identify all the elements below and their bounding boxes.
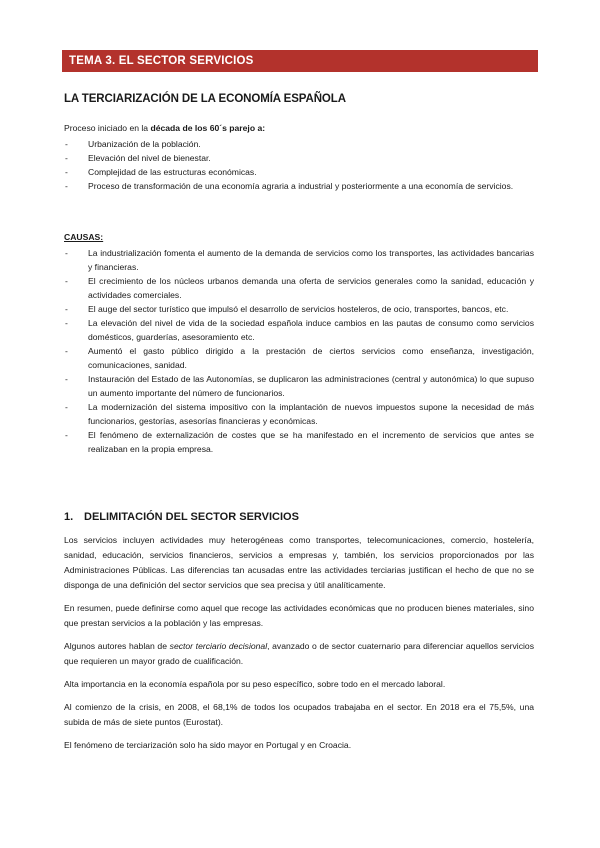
list-item: - La elevación del nivel de vida de la sociedad española induce cambios en las pautas de consumo como servicios domésticos, guarderías, asesoramiento etc. (64, 316, 534, 344)
list-item: - El auge del sector turístico que impulsó el desarrollo de servicios hosteleros, de ocio, transportes, bancos, etc. (64, 302, 534, 316)
causas-label: CAUSAS: (64, 232, 104, 242)
list-item: - Elevación del nivel de bienestar. (64, 151, 534, 165)
intro-list (64, 137, 534, 193)
p3-suffix: , avanzado o de sector cuaternario para diferenciar aquellos servicios que requieren un mayor grado de cualificación. (64, 641, 534, 666)
section-number: 1. (64, 511, 74, 523)
list-item: - Proceso de transformación de una economía agraria a industrial y posteriormente a una economía de servicios. (64, 179, 534, 193)
banner-title: TEMA 3. EL SECTOR SERVICIOS (69, 55, 254, 67)
section-heading (64, 511, 534, 523)
paragraph: Los servicios incluyen actividades muy heterogéneas como transportes, telecomunicaciones, comercio, hostelería, sanidad, educación, servicios financieros, servicios a empresas y, también, los servicios proporcionados por las Administraciones Públicas. Las diferencias tan acusadas entre las actividades terciarias justifican el hecho de que no se disponga de una definición del sector servicios que sea precisa y útil analíticamente. (64, 535, 534, 590)
intro-lead-prefix: Proceso iniciado en la (64, 123, 151, 133)
list-item: - Instauración del Estado de las Autonomías, se duplicaron las administraciones (central y autonómica) lo que supuso un aumento importante del número de funcionarios. (64, 372, 534, 400)
paragraph: En resumen, puede definirse como aquel que recoge las actividades económicas que no producen bienes materiales, sino que prestan servicios a la población y las empresas. (64, 603, 534, 628)
p3-emphasis: sector terciario decisional (169, 641, 268, 651)
paragraph: El fenómeno de terciarización solo ha sido mayor en Portugal y en Croacia. (64, 740, 352, 750)
paragraph: Al comienzo de la crisis, en 2008, el 68,1% de todos los ocupados trabajaba en el sector. En 2018 era el 75,5%, una subida de más de siete puntos (Eurostat). (64, 702, 534, 727)
intro-heading: LA TERCIARIZACIÓN DE LA ECONOMÍA ESPAÑOLA (64, 93, 346, 105)
paragraph: Alta importancia en la economía española por su peso específico, sobre todo en el mercado laboral. (64, 679, 446, 689)
list-item: - Aumentó el gasto público dirigido a la prestación de ciertos servicios como enseñanza, investigación, comunicaciones, sanidad. (64, 344, 534, 372)
list-item: - La industrialización fomenta el aumento de la demanda de servicios como los transportes, las actividades bancarias y financieras. (64, 246, 534, 274)
list-item: - Urbanización de la población. (64, 137, 534, 151)
paragraph (64, 639, 534, 669)
causas-list (64, 246, 534, 456)
p3-prefix: Algunos autores hablan de (64, 641, 170, 651)
list-item: - El fenómeno de externalización de costes que se ha manifestado en el incremento de servicios que antes se realizaban en la propia empresa. (64, 428, 534, 456)
section-body (64, 533, 534, 753)
list-item: - Complejidad de las estructuras económicas. (64, 165, 534, 179)
intro-lead-bold: década de los 60´s parejo a: (150, 123, 266, 133)
topic-banner (62, 50, 538, 72)
section-title: DELIMITACIÓN DEL SECTOR SERVICIOS (84, 511, 299, 523)
list-item: - El crecimiento de los núcleos urbanos demanda una oferta de servicios generales como la sanidad, educación y actividades comerciales. (64, 274, 534, 302)
list-item: - La modernización del sistema impositivo con la implantación de nuevos impuestos supone la necesidad de más funcionarios, gestorías, asesorías financieras y económicas. (64, 400, 534, 428)
intro-lead (64, 121, 534, 136)
